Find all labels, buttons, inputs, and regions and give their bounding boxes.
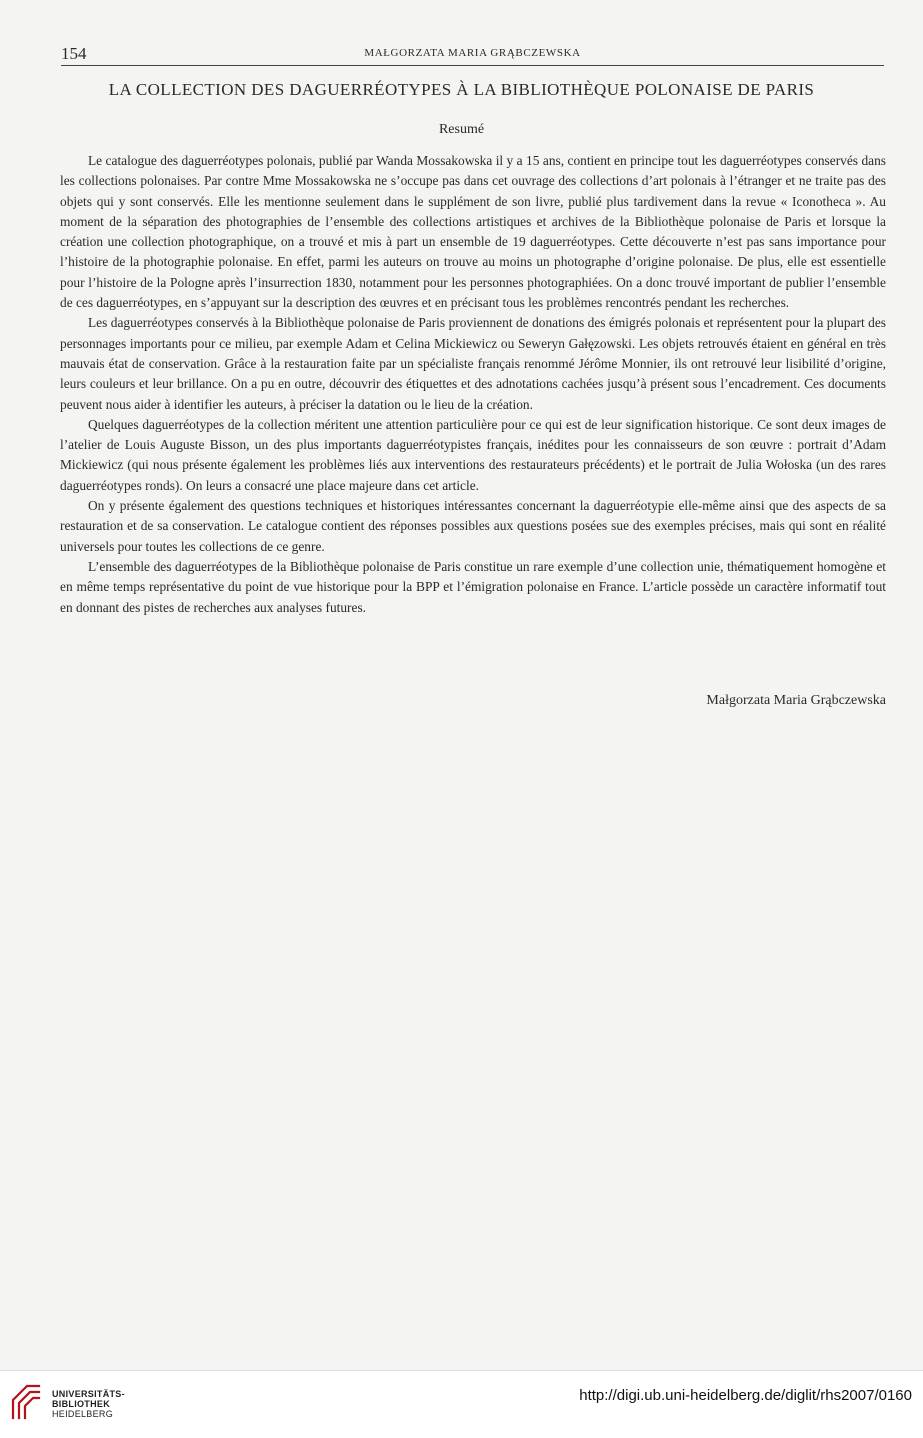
author-signature: Małgorzata Maria Grąbczewska: [706, 693, 886, 708]
paragraph: Les daguerréotypes conservés à la Bibliothèque polonaise de Paris proviennent de donations des émigrés polonais et représentent pour la plupart des personnages importants pour ce milieu, par exemple Adam et Celina Mickiewicz ou Seweryn Gałęzowski. Les objets retrouvés étaient en général en très mauvais état de conservation. Grâce à la restauration faite par un spécialiste français renommé Jérôme Monnier, ils ont retrouvé leur lisibilité d’origine, leurs couleurs et leur brillance. On a pu en outre, découvrir des étiquettes et des adnotations cachées jusqu’à présent sous l’encadrement. Ces documents peuvent nous aider à identifier les auteurs, à préciser la datation ou le lieu de la création.: [60, 315, 886, 412]
article-title: LA COLLECTION DES DAGUERRÉOTYPES À LA BIBLIOTHÈQUE POLONAISE DE PARIS: [108, 80, 815, 99]
page-header: [61, 42, 884, 66]
paragraph: L’ensemble des daguerréotypes de la Bibliothèque polonaise de Paris constitue un rare exemple d’une collection unie, thématiquement homogène et en même temps représentative du point de vue historique pour la BPP et l’émigration polonaise en France. L’article possède un caractère informatif tout en donnant des pistes de recherches aux analyses futures.: [60, 558, 886, 615]
logo-line-heidelberg: HEIDELBERG: [52, 1409, 114, 1419]
section-subtitle: Resumé: [438, 122, 485, 137]
header-divider: [61, 65, 884, 66]
article-body: [60, 151, 886, 618]
paragraph: Quelques daguerréotypes de la collection méritent une attention particulière pour ce qui est de leur signification historique. Ce sont deux images de l’atelier de Louis Auguste Bisson, un des plus importants daguerréotypistes français, inédites pour les connaisseurs de son œuvre : portrait d’Adam Mickiewicz (qui nous présente également les problèmes liés aux interventions des restaurateurs précédents) et le portrait de Julia Wołoska (un des rares daguerréotypes ronds). On leurs a consacré une place majeure dans cet article.: [60, 416, 886, 493]
source-url-link[interactable]: http://digi.ub.uni-heidelberg.de/diglit/rhs2007/0160: [579, 1387, 912, 1404]
digitization-footer: [0, 1370, 923, 1438]
library-logo-icon: [9, 1384, 41, 1420]
library-logo-text: [52, 1389, 125, 1419]
running-head: MAŁGORZATA MARIA GRĄBCZEWSKA: [364, 47, 581, 59]
page-number: 154: [61, 44, 87, 63]
logo-line-universitats: UNIVERSITÄTS-: [52, 1389, 125, 1399]
paragraph: On y présente également des questions techniques et historiques intéressantes concernant la daguerréotypie elle-même ainsi que des aspects de sa restauration et de sa conservation. Le catalogue contient des réponses possibles aux questions posées sue des exemples précises, mais qui sont en réalité universels pour toutes les collections de ce genre.: [60, 498, 886, 554]
paragraph: Le catalogue des daguerréotypes polonais, publié par Wanda Mossakowska il y a 15 ans, contient en principe tout les daguerréotypes conservés dans les collections polonaises. Par contre Mme Mossakowska ne s’occupe pas dans cet ouvrage des collections d’art polonais à l’étranger et ne traite pas des objets qui y sont conservés. Elle les mentionne seulement dans le supplément de son livre, publié plus tardivement dans la revue « Iconotheca ». Au moment de la séparation des photographies de l’ensemble des collections artistiques et archives de la Bibliothèque polonaise de Paris et lorsque la création une collection photographique, on a trouvé et mis à part un ensemble de 19 daguerréotypes. Cette découverte n’est pas sans importance pour l’histoire de la photographie polonaise. En effet, parmi les auteurs on trouve au moins un photographe d’origine polonaise. De plus, elle est essentielle pour l’histoire de la Pologne après l’insurrection 1830, notamment pour les personnes photographiées. On a donc trouvé important de publier l’ensemble de ces daguerréotypes, en s’appuyant sur la description des œuvres et en précisant tous les problèmes rencontrés pendant les recherches.: [60, 153, 886, 311]
logo-line-bibliothek: BIBLIOTHEK: [52, 1399, 110, 1409]
